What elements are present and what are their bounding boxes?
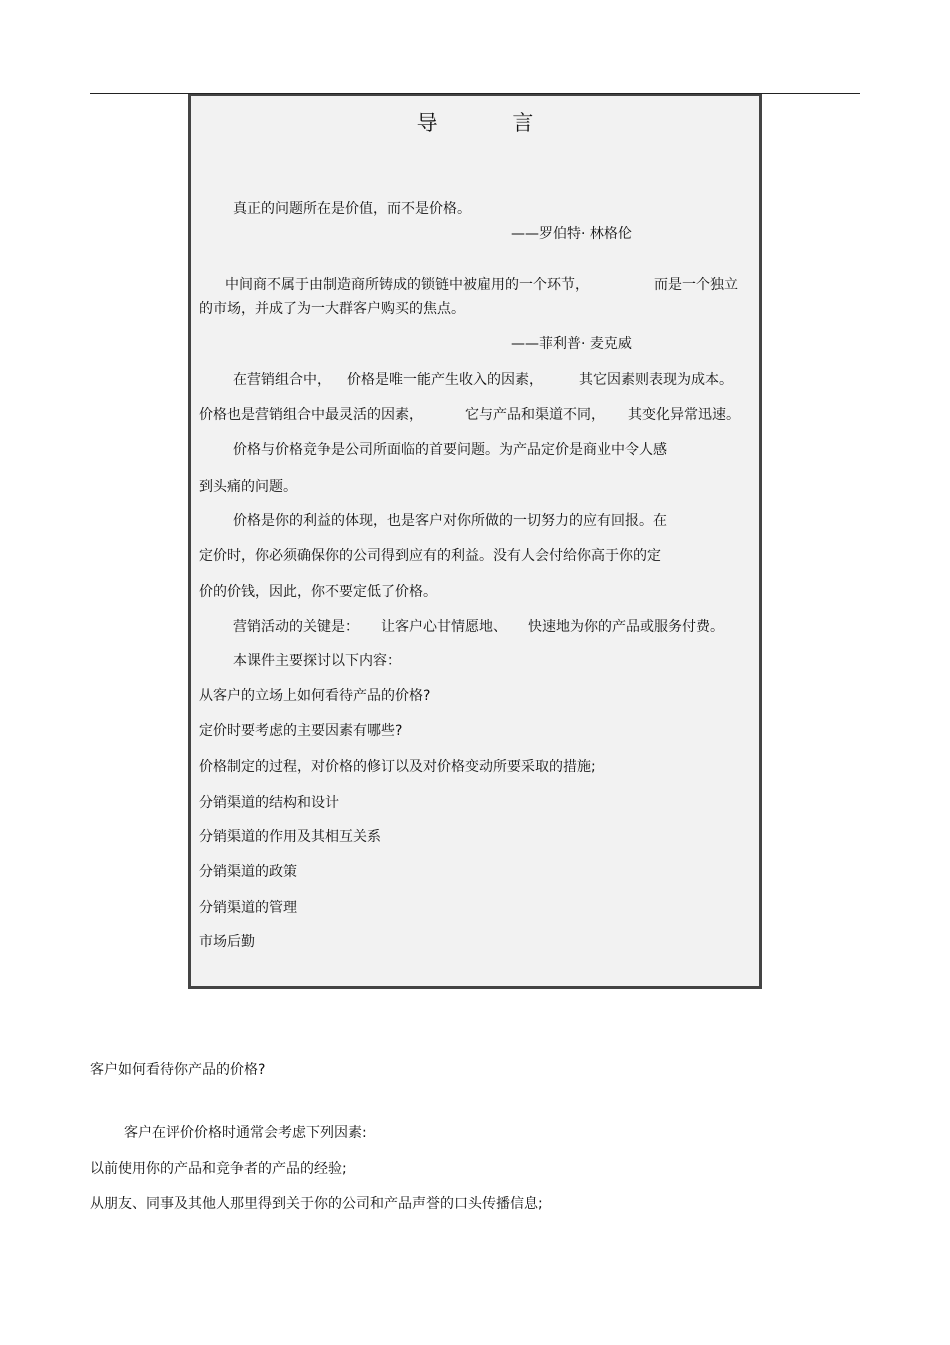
topic-item: 分销渠道的政策 (199, 864, 297, 880)
section-heading: 客户如何看待你产品的价格? (90, 1062, 266, 1078)
para-1-line-1c: 其它因素则表现为成本。 (579, 372, 733, 388)
quote-2-line-1a: 中间商不属于由制造商所铸成的锁链中被雇用的一个环节， (225, 277, 589, 293)
quote-1-author: ——罗伯特· 林格伦 (511, 226, 632, 242)
section-item: 以前使用你的产品和竞争者的产品的经验; (90, 1161, 347, 1177)
section-lead: 客户在评价价格时通常会考虑下列因素: (124, 1125, 367, 1141)
topic-item: 定价时要考虑的主要因素有哪些? (199, 723, 403, 739)
section-item: 从朋友、同事及其他人那里得到关于你的公司和产品声誉的口头传播信息; (90, 1196, 543, 1212)
para-1-line-2a: 价格也是营销组合中最灵活的因素， (199, 407, 423, 423)
para-5: 本课件主要探讨以下内容： (233, 653, 401, 669)
topic-item: 市场后勤 (199, 934, 255, 950)
para-4a: 营销活动的关键是： (233, 619, 359, 635)
para-1-line-2c: 其变化异常迅速。 (628, 407, 740, 423)
topic-item: 分销渠道的结构和设计 (199, 795, 339, 811)
para-2-line-1: 价格与价格竞争是公司所面临的首要问题。为产品定价是商业中令人感 (233, 442, 667, 458)
para-3-line-2: 定价时，你必须确保你的公司得到应有的利益。没有人会付给你高于你的定 (199, 548, 661, 564)
topic-item: 分销渠道的管理 (199, 900, 297, 916)
para-4c: 快速地为你的产品或服务付费。 (528, 619, 724, 635)
topic-item: 分销渠道的作用及其相互关系 (199, 829, 381, 845)
para-1-line-2b: 它与产品和渠道不同， (465, 407, 605, 423)
quote-2-author: ——菲利普· 麦克威 (511, 336, 632, 352)
para-1-line-1a: 在营销组合中， (233, 372, 331, 388)
quote-1: 真正的问题所在是价值，而不是价格。 (233, 201, 471, 217)
topic-item: 价格制定的过程，对价格的修订以及对价格变动所要采取的措施; (199, 759, 596, 775)
para-1-line-1b: 价格是唯一能产生收入的因素， (347, 372, 543, 388)
quote-2-line-1b: 而是一个独立 (654, 277, 738, 293)
para-3-line-3: 价的价钱，因此，你不要定低了价格。 (199, 584, 437, 600)
quote-2-line-2: 的市场，并成了为一大群客户购买的焦点。 (199, 301, 465, 317)
para-2-line-2: 到头痛的问题。 (199, 479, 297, 495)
intro-box (188, 94, 762, 989)
topic-item: 从客户的立场上如何看待产品的价格? (199, 688, 431, 704)
intro-title: 导 言 (416, 111, 568, 135)
para-3-line-1: 价格是你的利益的体现，也是客户对你所做的一切努力的应有回报。在 (233, 513, 667, 529)
para-4b: 让客户心甘情愿地、 (381, 619, 507, 635)
